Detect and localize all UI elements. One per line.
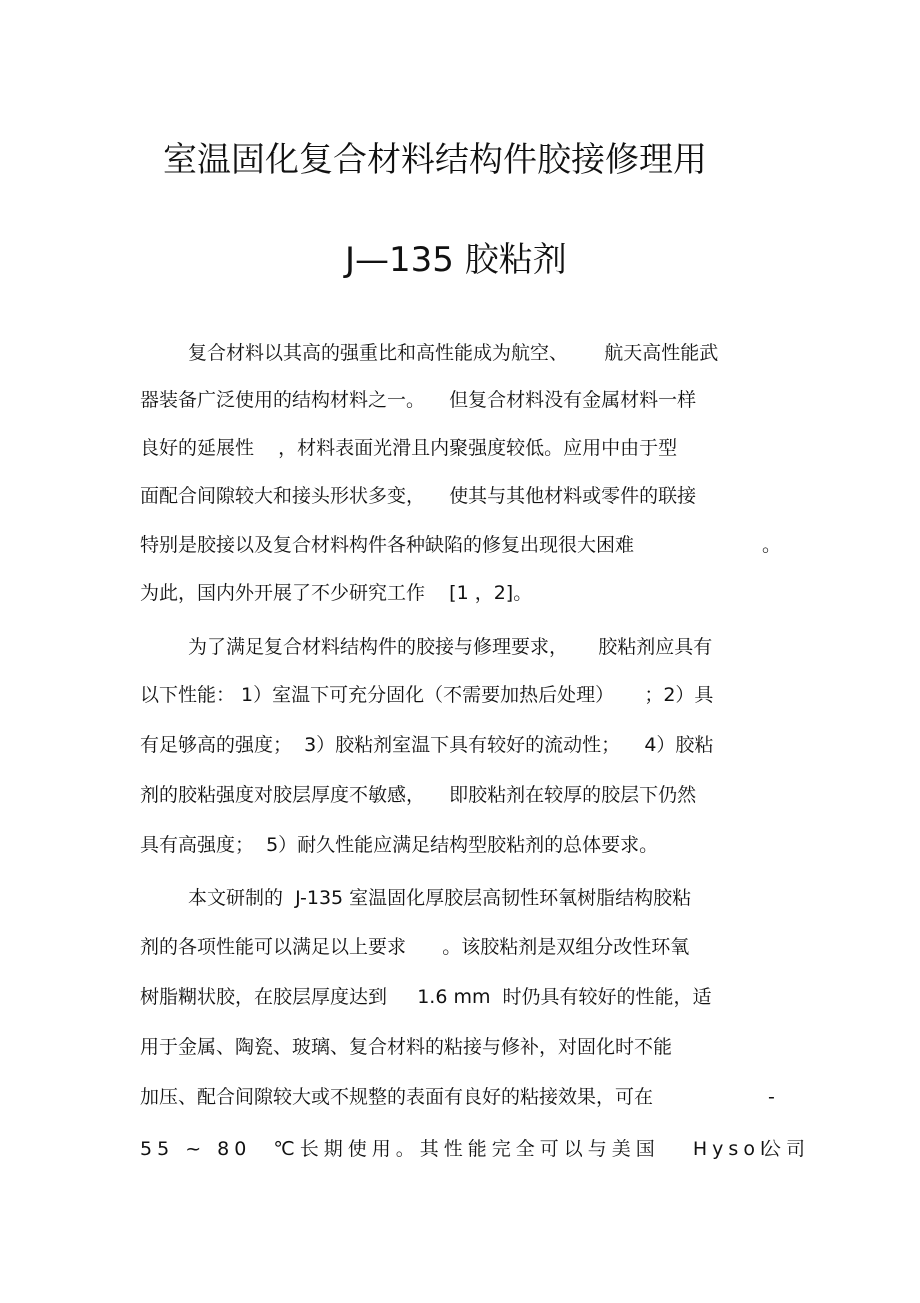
paragraph-line: 用于金属、陶瓷、玻璃、复合材料的粘接与修补，对固化时不能: [140, 1036, 673, 1058]
paragraph-line: 55 ~ 80 ℃长期使用。其性能完全可以与美国 Hysol: [140, 1138, 771, 1160]
trailing-word: 公司: [762, 1138, 811, 1160]
paragraph-line: 以下性能： 1）室温下可充分固化（不需要加热后处理） ；2）具: [140, 684, 714, 706]
trailing-period: 。: [762, 534, 782, 556]
title-line-2: J—135 胶粘剂: [345, 240, 567, 280]
paragraph-line: 加压、配合间隙较大或不规整的表面有良好的粘接效果，可在: [140, 1086, 654, 1108]
paragraph-line: 为了满足复合材料结构件的胶接与修理要求， 胶粘剂应具有: [188, 636, 713, 658]
title-line-1: 室温固化复合材料结构件胶接修理用: [163, 140, 707, 180]
trailing-hyphen: -: [768, 1086, 775, 1108]
paragraph-line: 良好的延展性 ，材料表面光滑且内聚强度较低。应用中由于型: [140, 437, 678, 459]
paragraph-line: 为此，国内外开展了不少研究工作 [1 ，2]。: [140, 582, 533, 604]
paragraph-line: 复合材料以其高的强重比和高性能成为航空、 航天高性能武: [188, 342, 719, 364]
paragraph-line: 本文研制的 J-135 室温固化厚胶层高韧性环氧树脂结构胶粘: [188, 887, 692, 909]
paragraph-line: 面配合间隙较大和接头形状多变， 使其与其他材料或零件的联接: [140, 485, 697, 507]
paragraph-line: 特别是胶接以及复合材料构件各种缺陷的修复出现很大困难: [140, 534, 635, 556]
paragraph-line: 剂的各项性能可以满足以上要求 。该胶粘剂是双组分改性环氧: [140, 936, 690, 958]
paragraph-line: 有足够高的强度； 3）胶粘剂室温下具有较好的流动性； 4）胶粘: [140, 734, 714, 756]
paragraph-line: 剂的胶粘强度对胶层厚度不敏感， 即胶粘剂在较厚的胶层下仍然: [140, 784, 697, 806]
paragraph-line: 具有高强度； 5）耐久性能应满足结构型胶粘剂的总体要求。: [140, 834, 659, 856]
paragraph-line: 树脂糊状胶，在胶层厚度达到 1.6 mm 时仍具有较好的性能，适: [140, 986, 712, 1008]
paragraph-line: 器装备广泛使用的结构材料之一。 但复合材料没有金属材料一样: [140, 389, 697, 411]
